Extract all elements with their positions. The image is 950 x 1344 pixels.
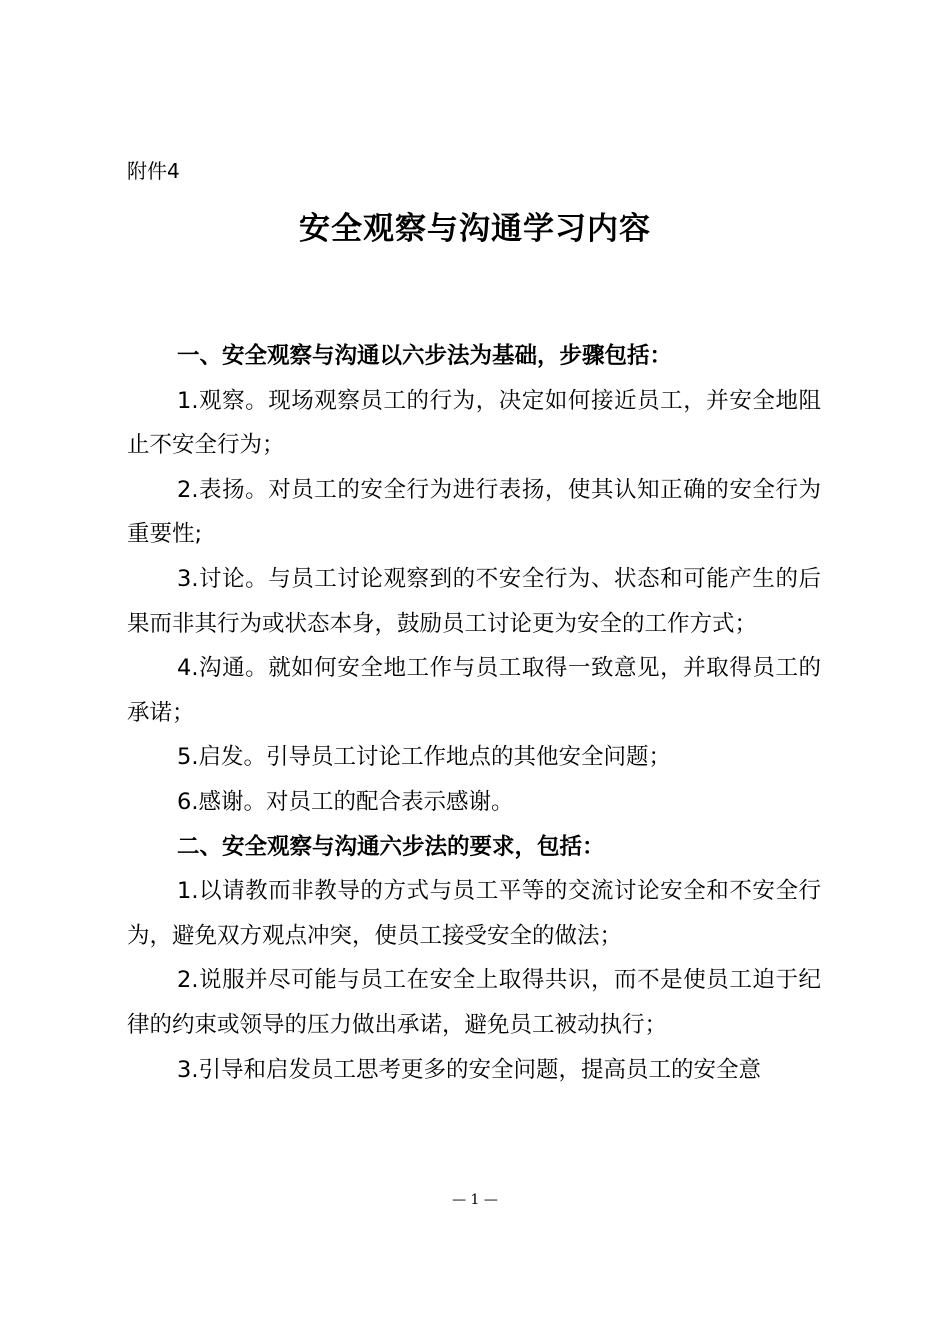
page-number: — 1 —	[452, 1192, 498, 1208]
section-2-item-1: 1.以请教而非教导的方式与员工平等的交流讨论安全和不安全行为，避免双方观点冲突，使员工接受安全的做法；	[127, 878, 821, 949]
section-heading-1: 一、安全观察与沟通以六步法为基础，步骤包括：	[177, 343, 673, 369]
section-1-item-6: 6.感谢。对员工的配合表示感谢。	[177, 788, 514, 815]
attachment-label: 附件4	[127, 159, 180, 183]
section-2-item-2: 2.说服并尽可能与员工在安全上取得共识，而不是使员工迫于纪律的约束或领导的压力做出承诺，避免员工被动执行；	[127, 967, 821, 1038]
section-2-item-3: 3.引导和启发员工思考更多的安全问题，提高员工的安全意	[177, 1056, 761, 1083]
section-1-item-1: 1.观察。现场观察员工的行为，决定如何接近员工，并安全地阻止不安全行为；	[127, 387, 821, 459]
section-1-item-3: 3.讨论。与员工讨论观察到的不安全行为、状态和可能产生的后果而非其行为或状态本身，鼓励员工讨论更为安全的工作方式；	[127, 565, 821, 637]
section-heading-2: 二、安全观察与沟通六步法的要求，包括：	[177, 833, 605, 860]
section-1-item-5: 5.启发。引导员工讨论工作地点的其他安全问题；	[177, 744, 671, 771]
document-body	[127, 334, 821, 1092]
document-title: 安全观察与沟通学习内容	[299, 211, 651, 247]
section-1-item-4: 4.沟通。就如何安全地工作与员工取得一致意见，并取得员工的承诺；	[127, 655, 821, 726]
section-1-item-2: 2.表扬。对员工的安全行为进行表扬，使其认知正确的安全行为重要性;	[127, 476, 821, 548]
